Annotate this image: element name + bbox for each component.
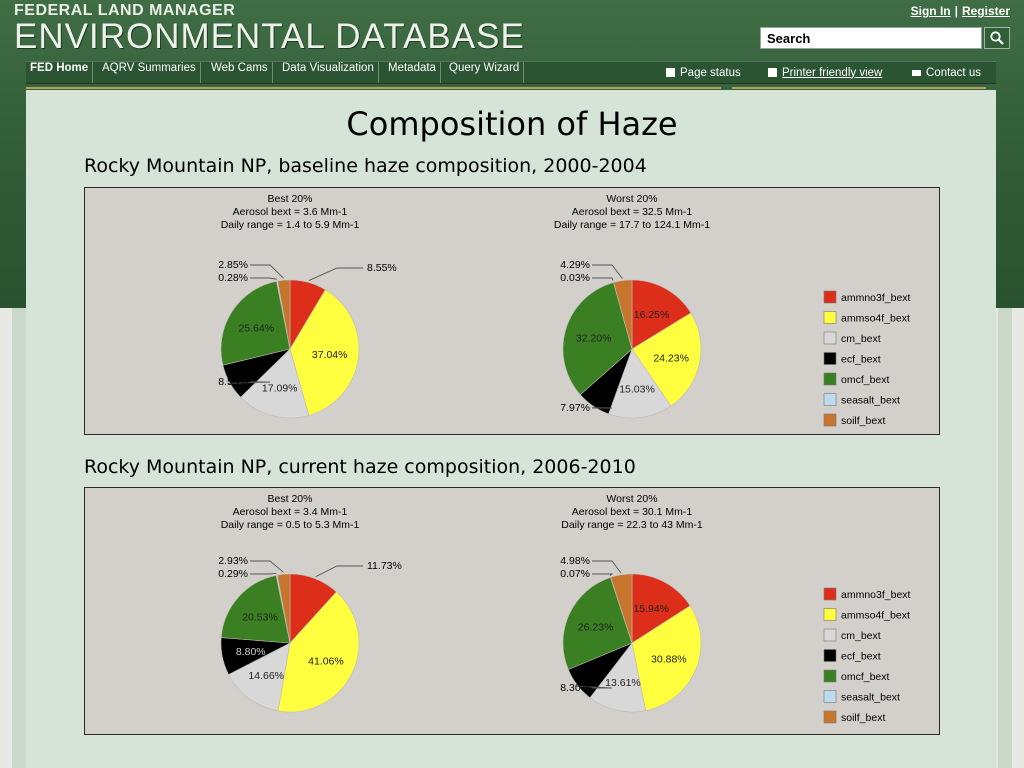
legend-swatch-ammso4f_bext xyxy=(824,609,836,621)
nav-web-cams[interactable]: Web Cams xyxy=(207,62,273,83)
data-label-ammso4f_bext: 24.23% xyxy=(653,352,689,365)
legend-label-seasalt_bext: seasalt_bext xyxy=(841,691,900,704)
search-button[interactable] xyxy=(984,27,1010,49)
legend-label-ecf_bext: ecf_bext xyxy=(841,650,881,663)
pie-chart-2 xyxy=(554,193,710,418)
section-title-current: Rocky Mountain NP, current haze composition, 2006-2010 xyxy=(84,456,636,478)
leader-line-soilf_bext xyxy=(250,265,284,278)
data-label-ammso4f_bext: 41.06% xyxy=(308,655,344,668)
chart-title: Best 20% xyxy=(267,193,313,205)
legend-label-seasalt_bext: seasalt_bext xyxy=(841,394,900,407)
contact-link[interactable] xyxy=(912,62,981,83)
data-label-cm_bext: 15.03% xyxy=(619,383,655,396)
data-label-cm_bext: 14.66% xyxy=(248,670,285,683)
page-status-link[interactable] xyxy=(666,62,741,83)
legend-label-ammso4f_bext: ammso4f_bext xyxy=(841,312,910,325)
printer-friendly-label: Printer friendly view xyxy=(782,66,883,79)
pie-chart-1 xyxy=(218,193,397,418)
chart-legend xyxy=(824,588,911,724)
legend-swatch-ecf_bext xyxy=(824,353,836,365)
data-label-omcf_bext: 20.53% xyxy=(242,611,278,624)
nav-fed-home[interactable]: FED Home xyxy=(26,62,93,83)
register-link[interactable]: Register xyxy=(961,4,1010,18)
nav-query-wizard[interactable]: Query Wizard xyxy=(445,62,524,83)
nav-metadata[interactable]: Metadata xyxy=(384,62,441,83)
chart-subtitle-range: Daily range = 17.7 to 124.1 Mm-1 xyxy=(553,219,711,231)
search-input[interactable] xyxy=(760,27,982,49)
right-edge xyxy=(998,308,1012,768)
chart-subtitle-range: Daily range = 0.5 to 5.3 Mm-1 xyxy=(220,519,360,531)
site-title-big: ENVIRONMENTAL DATABASE xyxy=(14,17,525,56)
legend-swatch-cm_bext xyxy=(824,629,836,641)
data-label-ammno3f_bext: 16.25% xyxy=(633,309,670,322)
pie-chart-3 xyxy=(218,493,402,712)
data-label-ecf_bext: 8.80% xyxy=(235,645,266,658)
leader-line-soilf_bext xyxy=(592,265,622,279)
data-label-cm_bext: 13.61% xyxy=(605,676,641,689)
auth-separator: | xyxy=(954,4,958,18)
legend-label-soilf_bext: soilf_bext xyxy=(841,415,886,427)
legend-label-ecf_bext: ecf_bext xyxy=(841,353,881,366)
nav-data-visualization[interactable]: Data Visualization xyxy=(278,62,379,83)
data-label-soilf_bext: 4.29% xyxy=(560,259,590,271)
page-status-label: Page status xyxy=(680,66,741,79)
data-label-ecf_bext: 8.55% xyxy=(218,376,248,388)
leader-line-ammno3f_bext xyxy=(309,268,363,281)
chart-svg-baseline xyxy=(85,188,941,436)
page-title: Composition of Haze xyxy=(346,105,678,143)
chart-legend xyxy=(824,291,911,427)
nav-rule-right xyxy=(732,87,986,89)
data-label-seasalt_bext: 0.07% xyxy=(560,568,590,580)
chart-subtitle-bext: Aerosol bext = 3.4 Mm-1 xyxy=(232,506,348,518)
chart-title: Worst 20% xyxy=(606,193,658,205)
contact-label: Contact us xyxy=(926,66,981,79)
legend-swatch-ecf_bext xyxy=(824,650,836,662)
printer-friendly-link[interactable] xyxy=(768,62,882,83)
data-label-ecf_bext: 7.97% xyxy=(560,402,590,414)
data-label-omcf_bext: 32.20% xyxy=(575,332,612,345)
legend-label-cm_bext: cm_bext xyxy=(841,630,881,642)
chart-title: Best 20% xyxy=(267,493,313,505)
data-label-ammso4f_bext: 37.04% xyxy=(311,349,348,362)
chart-panel-current xyxy=(84,487,940,735)
legend-swatch-omcf_bext xyxy=(824,373,836,385)
data-label-omcf_bext: 25.64% xyxy=(238,322,275,335)
mail-icon xyxy=(912,70,921,76)
main-nav xyxy=(26,61,996,84)
legend-swatch-soilf_bext xyxy=(824,414,836,426)
pie-chart-4 xyxy=(560,493,703,712)
leader-line-seasalt_bext xyxy=(592,278,613,281)
leader-line-ammno3f_bext xyxy=(316,566,363,577)
leader-line-seasalt_bext xyxy=(250,573,276,574)
chart-subtitle-range: Daily range = 22.3 to 43 Mm-1 xyxy=(561,519,703,531)
chart-panel-baseline xyxy=(84,187,940,435)
leader-line-seasalt_bext xyxy=(250,278,277,279)
data-label-ammno3f_bext: 8.55% xyxy=(367,262,397,274)
site-title-small: FEDERAL LAND MANAGER xyxy=(14,2,236,19)
magnifier-icon xyxy=(989,30,1005,46)
chart-subtitle-bext: Aerosol bext = 32.5 Mm-1 xyxy=(571,206,693,218)
legend-swatch-seasalt_bext xyxy=(824,394,836,406)
legend-label-soilf_bext: soilf_bext xyxy=(841,712,886,724)
info-icon xyxy=(666,68,675,77)
data-label-cm_bext: 17.09% xyxy=(261,382,298,395)
data-label-soilf_bext: 2.85% xyxy=(218,259,248,271)
legend-label-omcf_bext: omcf_bext xyxy=(841,671,890,683)
data-label-seasalt_bext: 0.28% xyxy=(218,272,248,284)
data-label-ammno3f_bext: 15.94% xyxy=(633,602,670,615)
legend-swatch-seasalt_bext xyxy=(824,691,836,703)
legend-swatch-ammno3f_bext xyxy=(824,291,836,303)
chart-title: Worst 20% xyxy=(606,493,658,505)
leader-line-seasalt_bext xyxy=(592,574,612,575)
left-edge xyxy=(12,308,26,768)
legend-label-ammno3f_bext: ammno3f_bext xyxy=(841,292,911,304)
legend-label-ammno3f_bext: ammno3f_bext xyxy=(841,589,911,601)
legend-swatch-soilf_bext xyxy=(824,711,836,723)
chart-subtitle-range: Daily range = 1.4 to 5.9 Mm-1 xyxy=(220,219,360,231)
data-label-ammso4f_bext: 30.88% xyxy=(651,653,687,666)
data-label-omcf_bext: 26.23% xyxy=(577,621,614,634)
chart-svg-current xyxy=(85,488,941,736)
chart-subtitle-bext: Aerosol bext = 3.6 Mm-1 xyxy=(232,206,348,218)
legend-swatch-cm_bext xyxy=(824,332,836,344)
nav-rule-left xyxy=(26,87,721,89)
data-label-ecf_bext: 8.30% xyxy=(560,682,590,694)
legend-swatch-ammso4f_bext xyxy=(824,312,836,324)
data-label-seasalt_bext: 0.03% xyxy=(560,272,590,284)
leader-line-soilf_bext xyxy=(250,561,283,572)
sign-in-link[interactable]: Sign In xyxy=(910,4,951,18)
printer-icon xyxy=(768,68,777,77)
data-label-soilf_bext: 2.93% xyxy=(218,555,248,567)
auth-links xyxy=(911,4,1010,18)
chart-subtitle-bext: Aerosol bext = 30.1 Mm-1 xyxy=(571,506,693,518)
legend-label-ammso4f_bext: ammso4f_bext xyxy=(841,609,910,622)
legend-label-omcf_bext: omcf_bext xyxy=(841,374,890,386)
data-label-seasalt_bext: 0.29% xyxy=(218,568,248,580)
legend-swatch-omcf_bext xyxy=(824,670,836,682)
legend-label-cm_bext: cm_bext xyxy=(841,333,881,345)
nav-aqrv-summaries[interactable]: AQRV Summaries xyxy=(98,62,201,83)
section-title-baseline: Rocky Mountain NP, baseline haze composition, 2000-2004 xyxy=(84,155,647,177)
data-label-soilf_bext: 4.98% xyxy=(560,555,590,567)
data-label-ammno3f_bext: 11.73% xyxy=(367,560,402,572)
legend-swatch-ammno3f_bext xyxy=(824,588,836,600)
leader-line-soilf_bext xyxy=(592,561,621,573)
